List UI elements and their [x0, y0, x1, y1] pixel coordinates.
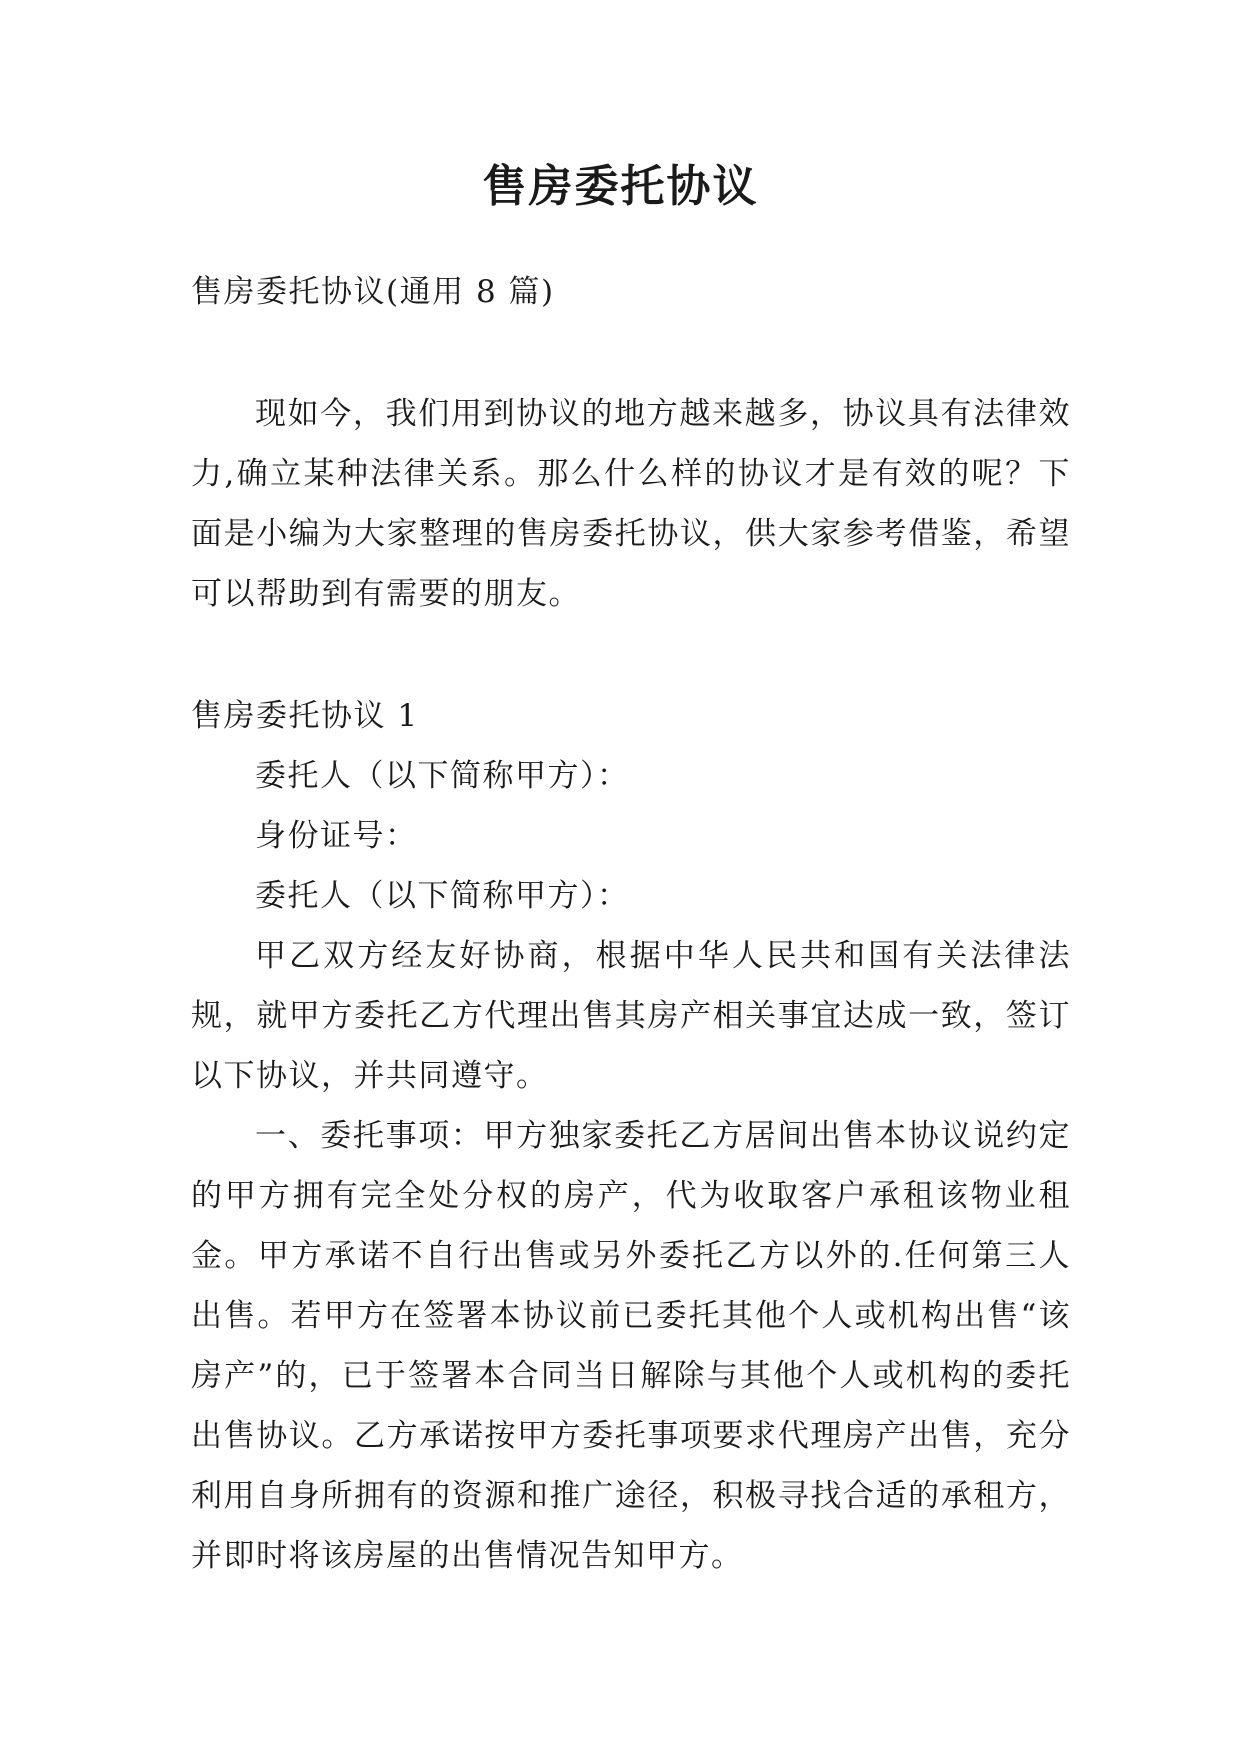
document-body — [191, 262, 1071, 1586]
id-number-field: 身份证号： — [255, 818, 418, 854]
intro-paragraph: 现如今，我们用到协议的地方越来越多，协议具有法律效力,确立某种法律关系。那么什么样的协议才是有效的呢？下面是小编为大家整理的售房委托协议，供大家参考借鉴，希望可以帮助到有需要的朋友。 — [191, 396, 1071, 612]
document-title: 售房委托协议 — [482, 161, 759, 212]
clause-1-paragraph: 一、委托事项：甲方独家委托乙方居间出售本协议说约定的甲方拥有完全处分权的房产，代为收取客户承租该物业租金。甲方承诺不自行出售或另外委托乙方以外的.任何第三人出售。若甲方在签署本协议前已委托其他个人或机构出售“该房产”的，已于签署本合同当日解除与其他个人或机构的委托出售协议。乙方承诺按甲方委托事项要求代理房产出售，充分利用自身所拥有的资源和推广途径，积极寻找合适的承租方，并即时将该房屋的出售情况告知甲方。 — [191, 1118, 1071, 1574]
principal-field-2: 委托人（以下简称甲方）： — [255, 878, 630, 914]
preamble-paragraph: 甲乙双方经友好协商，根据中华人民共和国有关法律法规，就甲方委托乙方代理出售其房产相关事宜达成一致，签订以下协议，并共同遵守。 — [191, 938, 1071, 1094]
principal-field-1: 委托人（以下简称甲方）： — [255, 758, 630, 794]
document-subtitle: 售房委托协议(通用 8 篇) — [191, 274, 555, 310]
section-heading: 售房委托协议 1 — [191, 698, 419, 734]
